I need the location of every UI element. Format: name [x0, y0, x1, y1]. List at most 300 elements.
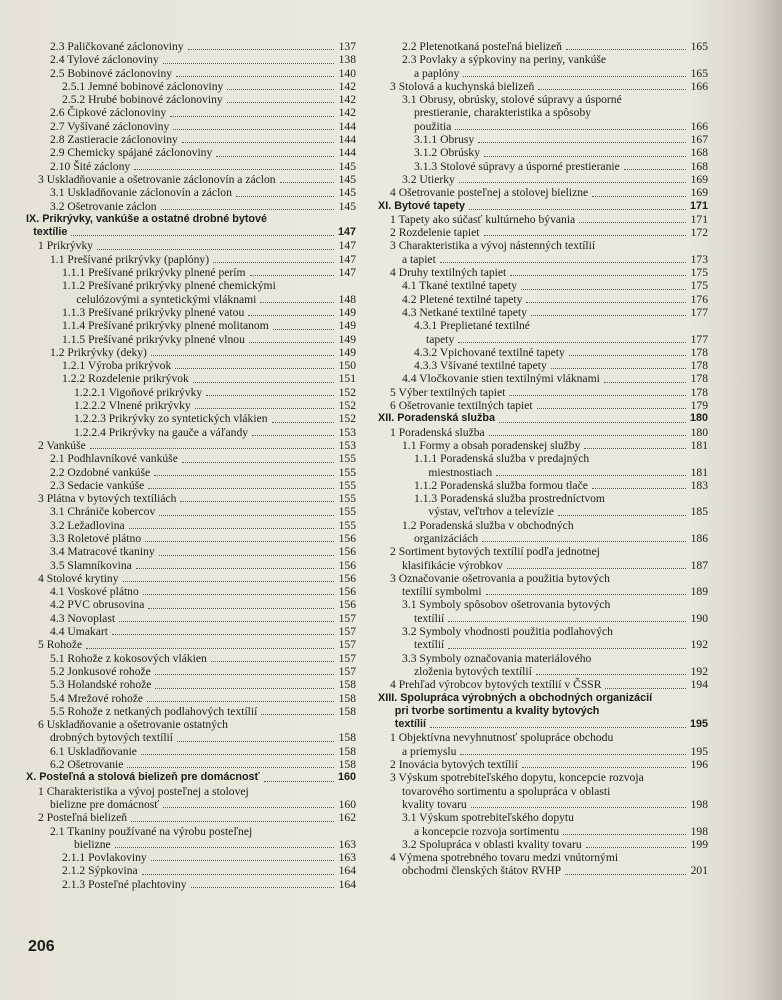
dot-leader — [148, 608, 334, 609]
dot-leader — [227, 102, 334, 103]
dot-leader — [566, 49, 686, 50]
dot-leader — [448, 648, 686, 649]
toc-entry — [378, 678, 708, 691]
dot-leader — [248, 315, 334, 316]
toc-entry — [378, 226, 708, 239]
toc-entry-page: 147 — [338, 239, 356, 253]
toc-entry — [378, 665, 708, 678]
toc-entry — [26, 279, 356, 292]
toc-entry-title: 2.5 Bobinové záclonoviny — [50, 66, 173, 80]
toc-entry-page: 173 — [690, 252, 708, 266]
toc-entry-title: 4.3.3 Všívané textilné tapety — [414, 359, 547, 373]
dot-leader — [159, 555, 334, 556]
toc-entry — [26, 519, 356, 532]
toc-entry-page: 157 — [338, 625, 356, 639]
toc-entry — [378, 439, 708, 452]
toc-entry — [378, 585, 708, 598]
toc-entry — [378, 519, 708, 532]
dot-leader — [489, 435, 686, 436]
toc-entry — [26, 346, 356, 359]
dot-leader — [141, 754, 334, 755]
toc-entry — [26, 439, 356, 452]
toc-entry-title: textílií — [414, 611, 445, 625]
toc-entry-title: 4 Stolové krytiny — [38, 571, 119, 585]
toc-entry — [26, 718, 356, 731]
toc-entry-title: 1.2.2.4 Prikrývky na gauče a váľandy — [74, 425, 249, 439]
dot-leader — [586, 847, 686, 848]
dot-leader — [161, 209, 334, 210]
toc-entry-page: 142 — [338, 93, 356, 107]
toc-entry-title: 4.3.2 Vpichované textilné tapety — [414, 345, 565, 359]
dot-leader — [193, 382, 334, 383]
toc-entry-page: 155 — [338, 505, 356, 519]
toc-entry-title: pri tvorbe sortimentu a kvality bytových — [394, 704, 600, 717]
toc-entry-page: 138 — [338, 53, 356, 67]
dot-leader — [273, 329, 334, 330]
toc-entry-page: 190 — [690, 611, 708, 625]
toc-entry-title: 3 Plátna v bytových textíliách — [38, 492, 177, 506]
toc-entry-title: 3.2 Ošetrovanie záclon — [50, 199, 157, 213]
toc-entry-page: 152 — [338, 385, 356, 399]
toc-entry-page: 178 — [690, 345, 708, 359]
toc-entry — [378, 146, 708, 159]
toc-entry-title: 3.1.1 Obrusy — [414, 133, 475, 147]
toc-left-column — [26, 40, 356, 891]
toc-entry-page: 194 — [690, 678, 708, 692]
toc-entry-page: 155 — [338, 492, 356, 506]
toc-entry — [378, 399, 708, 412]
toc-entry — [26, 612, 356, 625]
toc-right-column — [378, 40, 708, 878]
dot-leader — [460, 754, 686, 755]
toc-entry-page: 155 — [338, 465, 356, 479]
toc-entry-title: 1.2 Poradenská služba v obchodných — [402, 518, 574, 532]
toc-entry — [378, 452, 708, 465]
toc-entry-title: 2.1 Tkaniny používané na výrobu posteľnej — [50, 824, 253, 838]
dot-leader — [458, 342, 686, 343]
toc-entry-title: 5 Rohože — [38, 638, 83, 652]
toc-entry-title: 1.2.2.2 Vlnené prikrývky — [74, 399, 191, 413]
toc-entry — [378, 67, 708, 80]
toc-entry — [378, 426, 708, 439]
toc-entry-page: 158 — [338, 758, 356, 772]
toc-entry-page: 192 — [690, 664, 708, 678]
toc-entry-title: obchodmi členských štátov RVHP — [402, 864, 562, 878]
dot-leader — [154, 475, 334, 476]
dot-leader — [605, 688, 686, 689]
dot-leader — [531, 315, 686, 316]
toc-entry-page: 195 — [690, 744, 708, 758]
toc-entry — [378, 306, 708, 319]
toc-entry — [26, 80, 356, 93]
toc-entry-title: 1.1 Formy a obsah poradenskej služby — [402, 438, 581, 452]
toc-entry-title: 1.1.3 Poradenská služba prostredníctvom — [414, 492, 605, 506]
toc-entry-title: 4.1 Tkané textilné tapety — [402, 279, 518, 293]
toc-entry-page: 180 — [689, 412, 708, 425]
toc-entry-page: 167 — [690, 133, 708, 147]
toc-entry — [378, 40, 708, 53]
dot-leader — [86, 648, 334, 649]
toc-entry — [378, 505, 708, 518]
dot-leader — [261, 714, 334, 715]
toc-entry — [378, 731, 708, 744]
toc-chapter-heading — [378, 200, 708, 213]
dot-leader — [448, 621, 686, 622]
toc-entry — [378, 53, 708, 66]
toc-entry — [378, 612, 708, 625]
toc-entry-title: a paplóny — [414, 66, 460, 80]
toc-entry-page: 156 — [338, 585, 356, 599]
toc-entry-page: 169 — [690, 186, 708, 200]
toc-entry-page: 158 — [338, 744, 356, 758]
toc-entry-page: 156 — [338, 571, 356, 585]
dot-leader — [507, 568, 686, 569]
dot-leader — [90, 448, 334, 449]
toc-entry-title: 4.4 Umakart — [50, 625, 108, 639]
dot-leader — [131, 821, 334, 822]
toc-entry-page: 166 — [690, 79, 708, 93]
toc-entry-title: 2.3 Paličkované záclonoviny — [50, 40, 184, 53]
toc-entry-title: 1 Objektívna nevyhnutnosť spolupráce obchodu — [390, 731, 614, 745]
toc-entry — [26, 505, 356, 518]
toc-entry-page: 142 — [338, 79, 356, 93]
toc-entry-title: miestnostiach — [428, 465, 493, 479]
toc-entry-title: 4 Ošetrovanie posteľnej a stolovej bielizne — [390, 186, 589, 200]
toc-entry — [378, 173, 708, 186]
toc-entry-page: 145 — [338, 159, 356, 173]
toc-chapter-heading — [26, 771, 356, 784]
toc-entry-title: 1.2 Prikrývky (deky) — [50, 345, 147, 359]
dot-leader — [484, 235, 687, 236]
toc-entry-title: 3.2 Symboly vhodnosti použitia podlahových — [402, 625, 613, 639]
toc-entry-page: 158 — [338, 691, 356, 705]
toc-entry-page: 195 — [689, 718, 708, 731]
toc-entry — [26, 133, 356, 146]
toc-entry-title: zloženia bytových textílií — [414, 664, 532, 678]
toc-entry-page: 149 — [338, 319, 356, 333]
toc-entry-title: 1.2.2.3 Prikrývky zo syntetických vlákien — [74, 412, 268, 426]
toc-entry — [26, 93, 356, 106]
dot-leader — [579, 222, 686, 223]
toc-entry — [378, 239, 708, 252]
toc-entry-page: 201 — [690, 864, 708, 878]
toc-entry-title: X. Posteľná a stolová bielizeň pre domácnosť — [26, 771, 260, 784]
toc-entry-page: 145 — [338, 186, 356, 200]
toc-entry — [26, 372, 356, 385]
dot-leader — [177, 741, 334, 742]
toc-entry-page: 177 — [690, 332, 708, 346]
toc-entry — [378, 559, 708, 572]
toc-entry-page: 196 — [690, 758, 708, 772]
toc-entry — [378, 293, 708, 306]
toc-entry-title: 3 Stolová a kuchynská bielizeň — [390, 79, 535, 93]
toc-entry — [26, 532, 356, 545]
toc-entry — [26, 239, 356, 252]
dot-leader — [151, 355, 334, 356]
toc-entry — [378, 359, 708, 372]
toc-entry-title: textílie — [33, 226, 68, 239]
toc-entry-title: 4.1 Voskové plátno — [50, 585, 139, 599]
toc-entry-page: 144 — [338, 133, 356, 147]
toc-entry — [26, 200, 356, 213]
dot-leader — [486, 594, 686, 595]
toc-entry-title: 2 Rozdelenie tapiet — [390, 226, 480, 240]
toc-entry-title: 3.1 Chrániče kobercov — [50, 505, 156, 519]
dot-leader — [430, 727, 686, 728]
toc-entry-page: 186 — [690, 531, 708, 545]
toc-entry — [26, 120, 356, 133]
dot-leader — [471, 807, 686, 808]
toc-entry-page: 175 — [690, 279, 708, 293]
dot-leader — [537, 408, 686, 409]
dot-leader — [127, 767, 334, 768]
dot-leader — [484, 156, 686, 157]
toc-entry — [26, 319, 356, 332]
dot-leader — [182, 462, 334, 463]
toc-entry — [26, 585, 356, 598]
toc-entry — [378, 253, 708, 266]
dot-leader — [536, 674, 686, 675]
toc-entry — [26, 67, 356, 80]
toc-entry-page: 149 — [338, 305, 356, 319]
toc-entry-title: 1.1 Prešívané prikrývky (paplóny) — [50, 252, 210, 266]
toc-entry — [26, 838, 356, 851]
dot-leader — [155, 674, 334, 675]
toc-entry-page: 142 — [338, 106, 356, 120]
toc-entry-title: 1 Prikrývky — [38, 239, 94, 253]
toc-entry-title: 5.3 Holandské rohože — [50, 678, 152, 692]
toc-entry — [378, 120, 708, 133]
dot-leader — [551, 368, 686, 369]
toc-entry-page: 163 — [338, 837, 356, 851]
dot-leader — [510, 275, 686, 276]
toc-entry-page: 178 — [690, 359, 708, 373]
dot-leader — [569, 355, 686, 356]
toc-entry-page: 152 — [338, 399, 356, 413]
toc-chapter-heading — [378, 705, 708, 718]
toc-entry-page: 156 — [338, 545, 356, 559]
toc-entry — [378, 160, 708, 173]
toc-entry-title: 3.1 Symboly spôsobov ošetrovania bytových — [402, 598, 611, 612]
dot-leader — [499, 422, 686, 423]
dot-leader — [97, 249, 334, 250]
toc-chapter-heading — [378, 412, 708, 425]
toc-entry — [26, 638, 356, 651]
toc-entry-page: 164 — [338, 864, 356, 878]
toc-entry-title: 3.4 Matracové tkaniny — [50, 545, 155, 559]
toc-entry-page: 145 — [338, 199, 356, 213]
toc-entry-title: 2.5.1 Jemné bobinové záclonoviny — [62, 79, 224, 93]
dot-leader — [526, 302, 686, 303]
dot-leader — [272, 422, 334, 423]
toc-entry — [378, 333, 708, 346]
dot-leader — [136, 568, 334, 569]
toc-entry — [378, 266, 708, 279]
toc-entry-title: 3.1 Uskladňovanie záclonovín a záclon — [50, 186, 232, 200]
toc-entry-title: 5 Výber textilných tapiet — [390, 385, 506, 399]
toc-entry-title: 3.1.2 Obrúsky — [414, 146, 481, 160]
dot-leader — [163, 807, 334, 808]
dot-leader — [592, 488, 686, 489]
toc-entry — [378, 186, 708, 199]
toc-entry — [26, 293, 356, 306]
dot-leader — [624, 169, 686, 170]
toc-entry — [26, 625, 356, 638]
toc-entry-title: XIII. Spolupráca výrobných a obchodných organizácií — [378, 691, 653, 704]
toc-entry-title: 4.3 Novoplast — [50, 611, 116, 625]
toc-entry-page: 168 — [690, 159, 708, 173]
toc-entry — [26, 359, 356, 372]
dot-leader — [112, 634, 334, 635]
dot-leader — [592, 196, 686, 197]
toc-entry-page: 148 — [338, 292, 356, 306]
toc-chapter-heading — [26, 213, 356, 226]
toc-entry-title: 3.3 Symboly označovania materiálového — [402, 651, 592, 665]
toc-entry-page: 158 — [338, 731, 356, 745]
toc-entry-page: 172 — [690, 226, 708, 240]
toc-entry-page: 149 — [338, 332, 356, 346]
dot-leader — [260, 302, 334, 303]
toc-entry-page: 176 — [690, 292, 708, 306]
toc-entry-title: bielizne pre domácnosť — [50, 797, 160, 811]
toc-entry — [378, 492, 708, 505]
toc-entry-title: 2.9 Chemicky spájané záclonoviny — [50, 146, 213, 160]
toc-entry-title: 6.1 Uskladňovanie — [50, 744, 137, 758]
dot-leader — [134, 169, 334, 170]
toc-entry-title: 4 Prehľad výrobcov bytových textílií v ČSSR — [390, 678, 602, 692]
toc-chapter-heading — [378, 718, 708, 731]
toc-entry-page: 181 — [690, 465, 708, 479]
toc-entry — [26, 692, 356, 705]
dot-leader — [173, 129, 334, 130]
toc-entry-title: použitia — [414, 119, 452, 133]
toc-entry — [378, 466, 708, 479]
toc-entry — [378, 652, 708, 665]
toc-entry-title: 5.1 Rohože z kokosových vlákien — [50, 651, 207, 665]
toc-entry-page: 160 — [337, 771, 356, 784]
toc-entry-title: výstav, veľtrhov a televízie — [428, 505, 555, 519]
toc-entry — [378, 638, 708, 651]
toc-entry-page: 171 — [690, 212, 708, 226]
dot-leader — [236, 196, 334, 197]
toc-entry-page: 185 — [690, 505, 708, 519]
toc-entry-page: 157 — [338, 651, 356, 665]
toc-entry — [378, 106, 708, 119]
toc-entry-title: 1 Charakteristika a vývoj posteľnej a stolovej — [38, 784, 249, 798]
toc-entry-title: 4.2 Pletené textilné tapety — [402, 292, 523, 306]
toc-entry — [378, 838, 708, 851]
toc-entry-page: 177 — [690, 305, 708, 319]
dot-leader — [145, 541, 334, 542]
toc-entry-page: 156 — [338, 558, 356, 572]
dot-leader — [71, 235, 334, 236]
toc-entry-page: 175 — [690, 266, 708, 280]
toc-entry — [26, 253, 356, 266]
toc-entry-page: 157 — [338, 611, 356, 625]
toc-entry-page: 153 — [338, 425, 356, 439]
toc-entry-title: 3.3 Roletové plátno — [50, 531, 142, 545]
toc-entry-title: bielizne — [74, 837, 111, 851]
toc-entry — [26, 53, 356, 66]
toc-entry-title: tovarového sortimentu a spolupráca v oblasti — [402, 784, 611, 798]
toc-entry-title: 1.2.1 Výroba prikrývok — [62, 359, 172, 373]
dot-leader — [211, 661, 334, 662]
toc-entry-page: 168 — [690, 146, 708, 160]
toc-entry-title: 3.1.3 Stolové súpravy a úsporné prestieranie — [414, 159, 620, 173]
toc-entry — [26, 40, 356, 53]
toc-entry — [378, 864, 708, 877]
toc-entry-page: 149 — [338, 345, 356, 359]
toc-entry-page: 183 — [690, 478, 708, 492]
toc-entry-title: 1.1.5 Prešívané prikrývky plnené vlnou — [62, 332, 245, 346]
toc-entry-title: 2.1.2 Sýpkovina — [62, 864, 138, 878]
toc-entry — [378, 851, 708, 864]
dot-leader — [143, 594, 334, 595]
toc-entry — [378, 133, 708, 146]
toc-entry — [26, 705, 356, 718]
toc-entry-title: IX. Prikrývky, vankúše a ostatné drobné bytové — [26, 212, 268, 225]
toc-entry-page: 165 — [690, 66, 708, 80]
toc-entry — [26, 333, 356, 346]
toc-entry-title: XI. Bytové tapety — [378, 199, 466, 212]
toc-entry-title: a koncepcie rozvoja sortimentu — [414, 824, 560, 838]
toc-entry-title: 4.4 Vločkovanie stien textilnými vláknami — [402, 372, 600, 386]
toc-entry-title: 2 Vankúše — [38, 438, 86, 452]
toc-entry-page: 157 — [338, 664, 356, 678]
toc-entry-page: 187 — [690, 558, 708, 572]
dot-leader — [522, 767, 686, 768]
toc-entry-page: 150 — [338, 359, 356, 373]
toc-entry-page: 147 — [337, 226, 356, 239]
toc-entry — [378, 625, 708, 638]
toc-entry — [26, 745, 356, 758]
toc-entry-title: 2.1 Podhlavníkové vankúše — [50, 452, 178, 466]
toc-entry — [26, 665, 356, 678]
toc-entry-title: 5.2 Jonkusové rohože — [50, 664, 151, 678]
toc-entry-title: prestieranie, charakteristika a spôsoby — [414, 106, 592, 120]
toc-entry-page: 178 — [690, 372, 708, 386]
toc-entry-title: 1 Poradenská služba — [390, 425, 485, 439]
toc-entry — [378, 532, 708, 545]
toc-entry-title: 2.2 Pletenotkaná posteľná bielizeň — [402, 40, 562, 53]
toc-entry — [26, 426, 356, 439]
toc-entry — [26, 652, 356, 665]
toc-entry-page: 158 — [338, 678, 356, 692]
toc-entry — [378, 319, 708, 332]
toc-entry-title: 3.2 Ležadlovina — [50, 518, 125, 532]
toc-entry — [26, 678, 356, 691]
dot-leader — [463, 76, 686, 77]
dot-leader — [459, 182, 686, 183]
toc-entry-page: 151 — [338, 372, 356, 386]
toc-entry-page: 145 — [338, 172, 356, 186]
toc-entry-page: 180 — [690, 425, 708, 439]
dot-leader — [440, 262, 686, 263]
toc-entry-title: textílií symbolmi — [402, 585, 482, 599]
toc-entry — [26, 851, 356, 864]
dot-leader — [604, 382, 686, 383]
toc-entry — [378, 825, 708, 838]
toc-entry — [378, 213, 708, 226]
dot-leader — [264, 781, 334, 782]
toc-entry-page: 144 — [338, 146, 356, 160]
dot-leader — [252, 435, 334, 436]
toc-entry-title: XII. Poradenská služba — [378, 412, 496, 425]
toc-entry-title: 2.4 Tylové záclonoviny — [50, 53, 159, 67]
toc-entry — [378, 572, 708, 585]
toc-entry-title: 1 Tapety ako súčasť kultúrneho bývania — [390, 212, 576, 226]
toc-entry — [26, 479, 356, 492]
